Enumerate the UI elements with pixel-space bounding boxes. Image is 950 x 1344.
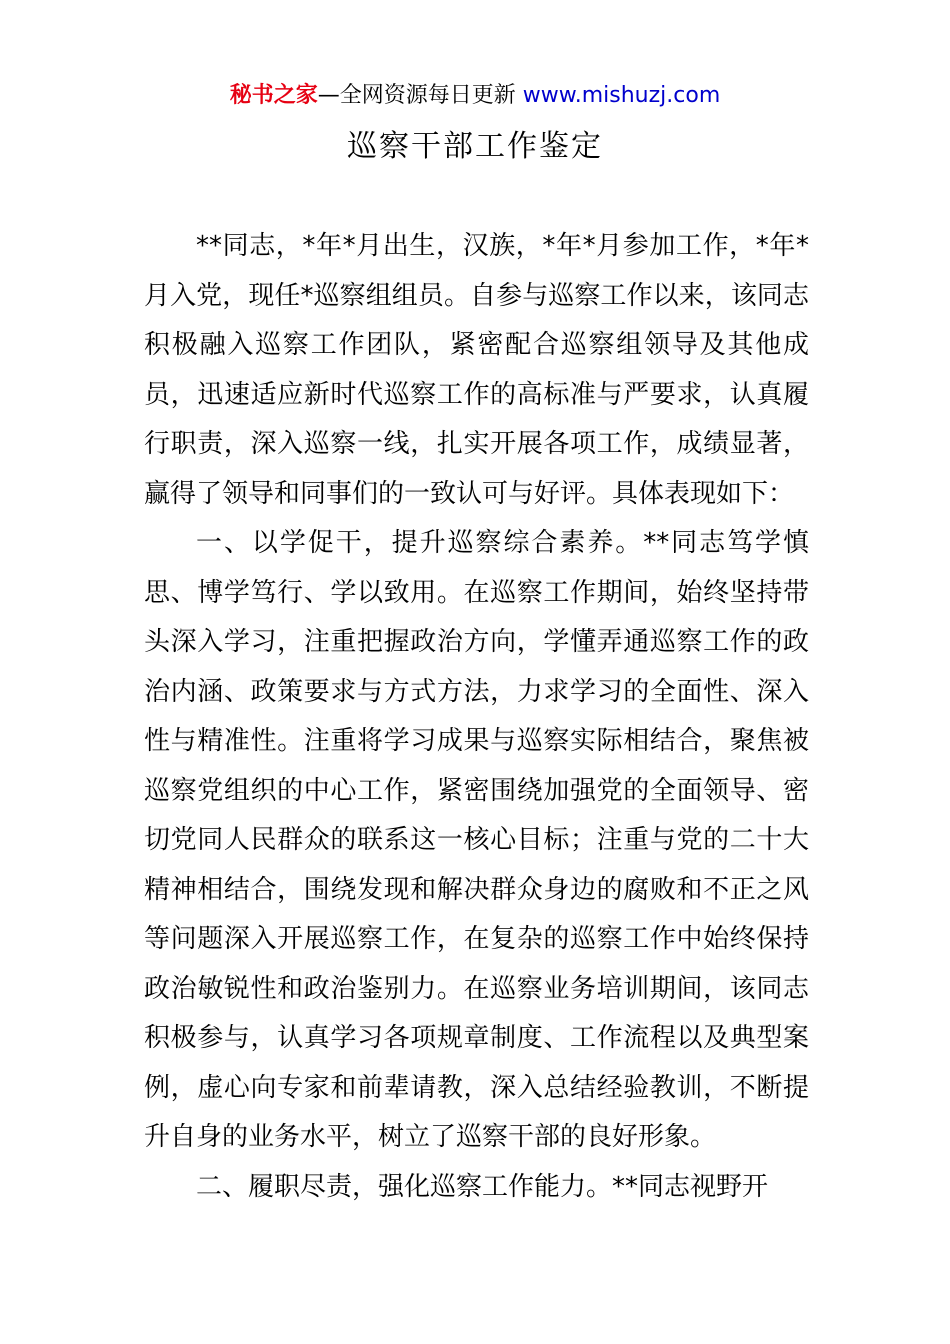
site-url-link[interactable]: www.mishuzj.com <box>522 83 721 108</box>
site-tagline: —全网资源每日更新 <box>317 83 516 108</box>
site-header <box>0 80 950 112</box>
paragraph-section-two: 二、履职尽责，强化巡察工作能力。**同志视野开 <box>196 1171 769 1202</box>
document-body <box>144 222 809 1212</box>
paragraph-section-one: 一、以学促干，提升巡察综合素养。**同志笃学慎思、博学笃行、学以致用。在巡察工作期间，始终坚持带头深入学习，注重把握政治方向，学懂弄通巡察工作的政治内涵、政策要求与方式方法，力求学习的全面性、深入性与精准性。注重将学习成果与巡察实际相结合，聚焦被巡察党组织的中心工作，紧密围绕加强党的全面领导、密切党同人民群众的联系这一核心目标；注重与党的二十大精神相结合，围绕发现和解决群众身边的腐败和不正之风等问题深入开展巡察工作，在复杂的巡察工作中始终保持政治敏锐性和政治鉴别力。在巡察业务培训期间，该同志积极参与，认真学习各项规章制度、工作流程以及典型案例，虚心向专家和前辈请教，深入总结经验教训，不断提升自身的业务水平，树立了巡察干部的良好形象。 <box>144 528 809 1152</box>
document-title: 巡察干部工作鉴定 <box>347 129 603 164</box>
paragraph-intro: **同志，*年*月出生，汉族，*年*月参加工作，*年*月入党，现任*巡察组组员。自参与巡察工作以来，该同志积极融入巡察工作团队，紧密配合巡察组领导及其他成员，迅速适应新时代巡察工作的高标准与严要求，认真履行职责，深入巡察一线，扎实开展各项工作，成绩显著，赢得了领导和同事们的一致认可与好评。具体表现如下： <box>144 231 809 509</box>
site-brand: 秘书之家 <box>229 83 318 108</box>
